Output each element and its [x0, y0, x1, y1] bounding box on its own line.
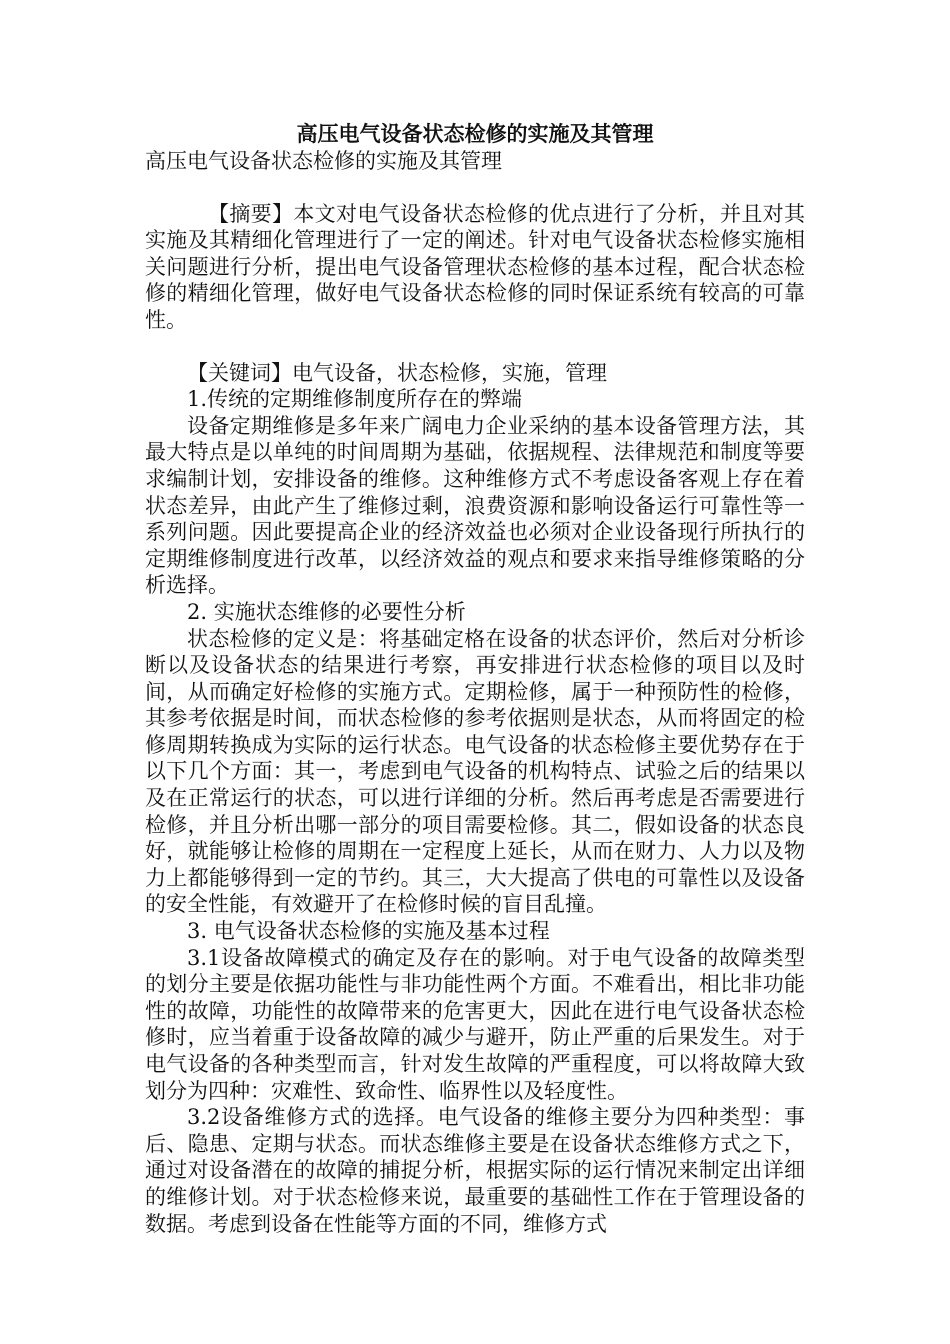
section-2-body: 状态检修的定义是：将基础定格在设备的状态评价，然后对分析诊断以及设备状态的结果进行考察，再安排进行状态检修的项目以及时间，从而确定好检修的实施方式。定期检修，属于一种预防性的检修，其参考依据是时间，而状态检修的参考依据则是状态，从而将固定的检修周期转换成为实际的运行状态。电气设备的状态检修主要优势存在于以下几个方面：其一，考虑到电气设备的机构特点、试验之后的结果以及在正常运行的状态，可以进行详细的分析。然后再考虑是否需要进行检修，并且分析出哪一部分的项目需要检修。其二，假如设备的状态良好，就能够让检修的周期在一定程度上延长，从而在财力、人力以及物力上都能够得到一定的节约。其三，大大提高了供电的可靠性以及设备的安全性能，有效避开了在检修时候的盲目乱撞。: [145, 626, 805, 917]
section-3-1-paragraph: 3.1设备故障模式的确定及存在的影响。对于电气设备的故障类型的划分主要是依据功能性与非功能性两个方面。不难看出，相比非功能性的故障，功能性的故障带来的危害更大，因此在进行电气设备状态检修时，应当着重于设备故障的减少与避开，防止严重的后果发生。对于电气设备的各种类型而言，针对发生故障的严重程度，可以将故障大致划分为四种：灾难性、致命性、临界性以及轻度性。: [145, 945, 805, 1103]
document-title: 高压电气设备状态检修的实施及其管理: [296, 121, 654, 146]
section-1-body: 设备定期维修是多年来广阔电力企业采纳的基本设备管理方法，其最大特点是以单纯的时间周期为基础，依据规程、法律规范和制度等要求编制计划，安排设备的维修。这种维修方式不考虑设备客观上存在着状态差异，由此产生了维修过剩，浪费资源和影响设备运行可靠性等一系列问题。因此要提高企业的经济效益也必须对企业设备现行所执行的定期维修制度进行改革，以经济效益的观点和要求来指导维修策略的分析选择。: [145, 413, 805, 598]
section-3-2-paragraph: 3.2设备维修方式的选择。电气设备的维修主要分为四种类型：事后、隐患、定期与状态。而状态维修主要是在设备状态维修方式之下，通过对设备潜在的故障的捕捉分析，根据实际的运行情况来制定出详细的维修计划。对于状态检修来说，最重要的基础性工作在于管理设备的数据。考虑到设备在性能等方面的不同，维修方式: [145, 1105, 805, 1236]
document-page: [145, 120, 805, 1237]
keywords-paragraph: 【关键词】电气设备，状态检修，实施，管理: [187, 360, 607, 385]
section-3-heading: 3. 电气设备状态检修的实施及基本过程: [187, 919, 550, 944]
section-1-heading: 1.传统的定期维修制度所存在的弊端: [187, 387, 523, 412]
abstract-paragraph: 【摘要】本文对电气设备状态检修的优点进行了分析，并且对其实施及其精细化管理进行了一定的阐述。针对电气设备状态检修实施相关问题进行分析，提出电气设备管理状态检修的基本过程，配合状态检修的精细化管理，做好电气设备状态检修的同时保证系统有较高的可靠性。: [145, 201, 805, 332]
section-2-heading: 2. 实施状态维修的必要性分析: [187, 599, 466, 624]
document-subtitle: 高压电气设备状态检修的实施及其管理: [145, 149, 502, 173]
